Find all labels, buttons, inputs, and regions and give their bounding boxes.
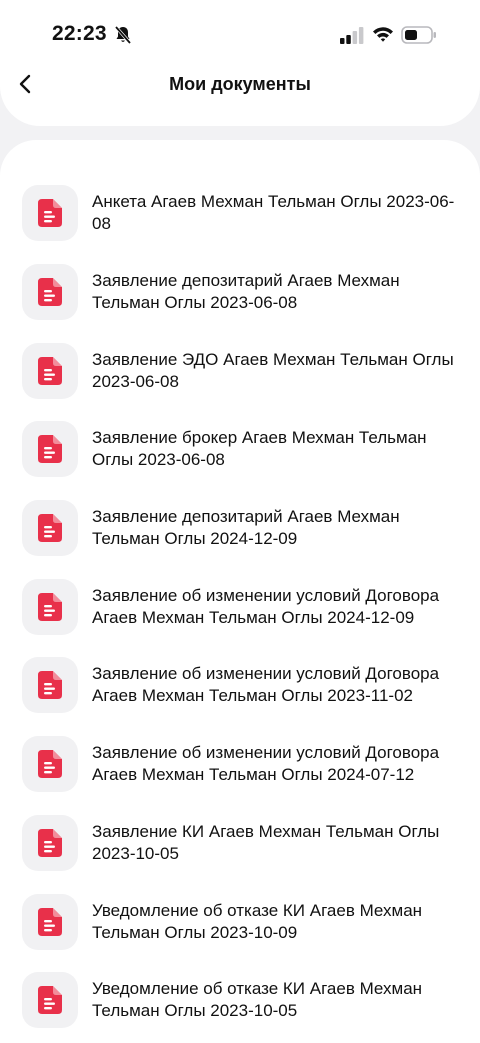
document-list-item[interactable] — [0, 331, 480, 410]
document-file-icon — [38, 514, 62, 542]
status-time: 22:23 — [52, 22, 107, 45]
signal-icon — [340, 27, 364, 45]
document-icon-container — [22, 500, 78, 556]
document-title: Анкета Агаев Мехман Тельман Оглы 2023-06-08 — [92, 192, 455, 234]
document-list-item[interactable] — [0, 174, 480, 253]
document-title: Заявление КИ Агаев Мехман Тельман Оглы 2023-10-05 — [92, 821, 440, 863]
status-bar — [0, 0, 480, 68]
bell-slash-icon — [114, 25, 132, 45]
document-file-icon — [38, 671, 62, 699]
document-file-icon — [38, 908, 62, 936]
documents-panel — [0, 140, 480, 1043]
document-title: Заявление об изменении условий Договора Агаев Мехман Тельман Оглы 2024-07-12 — [92, 743, 440, 785]
document-list-item[interactable] — [0, 410, 480, 489]
document-title: Заявление об изменении условий Договора Агаев Мехман Тельман Оглы 2023-11-02 — [92, 664, 440, 706]
document-file-icon — [38, 829, 62, 857]
document-icon-container — [22, 421, 78, 477]
document-title: Заявление депозитарий Агаев Мехман Тельман Оглы 2023-06-08 — [92, 271, 400, 313]
document-title: Уведомление об отказе КИ Агаев Мехман Тельман Оглы 2023-10-05 — [92, 979, 423, 1021]
document-icon-container — [22, 343, 78, 399]
document-list-item[interactable] — [0, 567, 480, 646]
battery-icon — [401, 26, 437, 44]
document-file-icon — [38, 278, 62, 306]
document-list-item[interactable] — [0, 804, 480, 883]
page-title: Мои документы — [169, 74, 311, 94]
document-title: Заявление брокер Агаев Мехман Тельман Оглы 2023-06-08 — [92, 428, 427, 470]
document-list-item[interactable] — [0, 489, 480, 568]
document-list-item[interactable] — [0, 253, 480, 332]
document-file-icon — [38, 986, 62, 1014]
document-icon-container — [22, 579, 78, 635]
documents-list — [0, 140, 480, 1040]
document-icon-container — [22, 736, 78, 792]
header-panel — [0, 0, 480, 126]
wifi-icon — [372, 25, 394, 43]
document-icon-container — [22, 894, 78, 950]
document-file-icon — [38, 435, 62, 463]
document-list-item[interactable] — [0, 882, 480, 961]
document-list-item[interactable] — [0, 961, 480, 1040]
document-title: Заявление об изменении условий Договора Агаев Мехман Тельман Оглы 2024-12-09 — [92, 585, 440, 627]
document-title: Заявление депозитарий Агаев Мехман Тельман Оглы 2024-12-09 — [92, 507, 400, 549]
document-title: Уведомление об отказе КИ Агаев Мехман Тельман Оглы 2023-10-09 — [92, 900, 423, 942]
document-list-item[interactable] — [0, 725, 480, 804]
document-icon-container — [22, 657, 78, 713]
document-file-icon — [38, 199, 62, 227]
document-icon-container — [22, 972, 78, 1028]
document-title: Заявление ЭДО Агаев Мехман Тельман Оглы 2023-06-08 — [92, 349, 454, 391]
document-icon-container — [22, 264, 78, 320]
document-file-icon — [38, 593, 62, 621]
document-file-icon — [38, 750, 62, 778]
document-icon-container — [22, 815, 78, 871]
document-file-icon — [38, 357, 62, 385]
document-icon-container — [22, 185, 78, 241]
document-list-item[interactable] — [0, 646, 480, 725]
